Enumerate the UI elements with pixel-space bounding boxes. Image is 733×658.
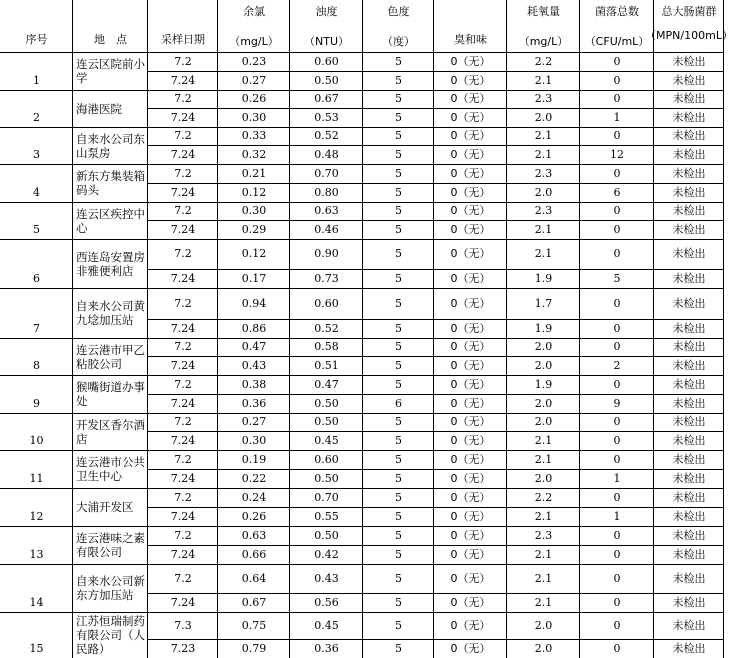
cell-date: 7.2 <box>174 166 192 180</box>
cell-bacteria: 0 <box>613 204 621 217</box>
row-location: 海港医院 <box>76 101 122 116</box>
cell-chlorine: 0.86 <box>241 321 267 335</box>
row-seq: 14 <box>29 596 44 609</box>
cell-turbidity: 0.53 <box>314 110 339 124</box>
cell-odor: 0（无） <box>450 271 491 285</box>
cell-date: 7.24 <box>170 185 196 199</box>
cell-date: 7.24 <box>170 358 196 372</box>
row-seq: 7 <box>33 322 40 335</box>
cell-bacteria: 0 <box>613 618 621 632</box>
cell-odor: 0（无） <box>450 509 491 523</box>
cell-coliform: 未检出 <box>672 92 706 105</box>
row-location: 连云港味之素有限公司 <box>76 531 145 559</box>
cell-date: 7.24 <box>170 321 196 335</box>
row-location: 连云港市公共卫生中心 <box>76 455 145 483</box>
cell-color: 5 <box>395 73 402 87</box>
row-seq: 2 <box>33 111 40 124</box>
cell-coliform: 未检出 <box>672 471 706 485</box>
row-location: 自来水公司东山泵房 <box>76 131 145 160</box>
row-seq: 12 <box>29 510 44 523</box>
cell-chlorine: 0.30 <box>241 433 267 447</box>
cell-odor: 0（无） <box>450 471 491 485</box>
cell-bacteria: 0 <box>613 340 621 353</box>
cell-coliform: 未检出 <box>672 296 706 310</box>
cell-chlorine: 0.67 <box>241 595 267 609</box>
cell-chlorine: 0.23 <box>241 54 267 68</box>
cell-turbidity: 0.46 <box>314 222 339 236</box>
cell-turbidity: 0.56 <box>314 595 339 609</box>
cell-color: 5 <box>395 377 402 391</box>
cell-date: 7.2 <box>174 452 192 466</box>
cell-bacteria: 0 <box>613 296 621 310</box>
cell-turbidity: 0.50 <box>314 73 339 87</box>
cell-date: 7.2 <box>174 204 192 217</box>
cell-color: 5 <box>395 92 402 105</box>
cell-oxygen: 2.1 <box>534 509 553 523</box>
cell-oxygen: 2.1 <box>534 129 553 142</box>
cell-turbidity: 0.52 <box>314 321 339 335</box>
cell-bacteria: 0 <box>613 129 621 142</box>
cell-odor: 0（无） <box>450 129 491 142</box>
cell-date: 7.3 <box>174 618 192 632</box>
row-location: 自来水公司黄九埝加压站 <box>76 299 145 327</box>
cell-date: 7.24 <box>170 396 196 410</box>
cell-chlorine: 0.12 <box>241 185 267 199</box>
cell-turbidity: 0.50 <box>314 415 339 428</box>
cell-turbidity: 0.48 <box>314 147 339 161</box>
row-location: 连云港市甲乙粘胶公司 <box>76 342 145 371</box>
cell-bacteria: 0 <box>613 641 621 655</box>
cell-bacteria: 5 <box>613 271 621 285</box>
cell-turbidity: 0.70 <box>314 490 339 504</box>
header-turbidity: 浊度 <box>315 5 338 18</box>
cell-turbidity: 0.60 <box>314 54 339 68</box>
cell-bacteria: 12 <box>610 147 624 161</box>
cell-turbidity: 0.67 <box>314 92 339 105</box>
cell-chlorine: 0.19 <box>241 452 267 466</box>
cell-color: 5 <box>395 271 402 285</box>
cell-coliform: 未检出 <box>672 247 706 260</box>
cell-color: 5 <box>395 571 402 585</box>
cell-odor: 0（无） <box>450 340 491 353</box>
cell-color: 5 <box>395 595 402 609</box>
cell-odor: 0（无） <box>450 166 491 180</box>
cell-turbidity: 0.45 <box>314 433 339 447</box>
cell-bacteria: 0 <box>613 452 621 466</box>
cell-color: 5 <box>395 415 402 428</box>
cell-oxygen: 2.1 <box>534 595 553 609</box>
cell-odor: 0（无） <box>450 415 491 428</box>
row-seq: 4 <box>33 186 40 199</box>
cell-turbidity: 0.36 <box>314 641 339 655</box>
row-location: 猴嘴街道办事处 <box>76 380 145 408</box>
cell-odor: 0（无） <box>450 547 491 561</box>
cell-turbidity: 0.80 <box>314 185 339 199</box>
cell-coliform: 未检出 <box>672 110 706 124</box>
row-seq: 9 <box>33 397 40 410</box>
cell-oxygen: 2.1 <box>534 73 553 87</box>
cell-color: 5 <box>395 641 402 655</box>
cell-coliform: 未检出 <box>672 571 706 585</box>
cell-date: 7.2 <box>174 571 192 585</box>
cell-odor: 0（无） <box>450 618 491 632</box>
cell-oxygen: 2.1 <box>534 571 553 585</box>
header-oxygen-unit: （mg/L） <box>518 35 569 48</box>
cell-coliform: 未检出 <box>672 54 706 68</box>
cell-bacteria: 9 <box>613 396 621 410</box>
cell-oxygen: 2.0 <box>534 641 553 655</box>
header-color: 色度 <box>387 5 410 18</box>
cell-color: 5 <box>395 185 402 199</box>
cell-odor: 0（无） <box>450 222 491 236</box>
cell-color: 5 <box>395 166 402 180</box>
cell-date: 7.24 <box>170 595 196 609</box>
cell-coliform: 未检出 <box>672 641 706 655</box>
header-odor: 臭和味 <box>454 33 487 46</box>
cell-coliform: 未检出 <box>672 340 706 353</box>
cell-turbidity: 0.73 <box>314 271 339 285</box>
cell-color: 5 <box>395 618 402 632</box>
cell-color: 5 <box>395 110 402 124</box>
row-seq: 1 <box>33 74 40 87</box>
cell-bacteria: 0 <box>613 547 621 561</box>
cell-date: 7.2 <box>174 296 192 310</box>
cell-date: 7.2 <box>174 490 192 504</box>
cell-date: 7.24 <box>170 547 196 561</box>
cell-turbidity: 0.42 <box>314 547 339 561</box>
cell-color: 5 <box>395 340 402 353</box>
cell-color: 5 <box>395 452 402 466</box>
header-chlorine: 余氯 <box>243 5 265 18</box>
cell-odor: 0（无） <box>450 433 491 447</box>
cell-oxygen: 2.0 <box>534 358 553 372</box>
cell-turbidity: 0.45 <box>314 618 339 632</box>
row-seq: 5 <box>33 223 40 236</box>
cell-coliform: 未检出 <box>672 452 706 466</box>
cell-odor: 0（无） <box>450 54 491 68</box>
cell-odor: 0（无） <box>450 321 491 335</box>
cell-color: 5 <box>395 471 402 485</box>
cell-odor: 0（无） <box>450 110 491 124</box>
cell-odor: 0（无） <box>450 147 491 161</box>
cell-turbidity: 0.50 <box>314 396 339 410</box>
cell-bacteria: 1 <box>613 110 621 124</box>
cell-odor: 0（无） <box>450 247 491 260</box>
cell-odor: 0（无） <box>450 296 491 310</box>
cell-oxygen: 2.1 <box>534 222 553 236</box>
cell-bacteria: 0 <box>613 490 621 504</box>
cell-oxygen: 2.1 <box>534 147 553 161</box>
cell-chlorine: 0.22 <box>241 471 267 485</box>
cell-oxygen: 2.2 <box>534 54 553 68</box>
row-location: 开发区香尔酒店 <box>76 417 145 446</box>
cell-color: 6 <box>395 396 402 410</box>
cell-chlorine: 0.63 <box>241 528 267 542</box>
cell-oxygen: 2.1 <box>534 433 553 447</box>
cell-color: 5 <box>395 129 402 142</box>
cell-bacteria: 0 <box>613 571 621 585</box>
cell-date: 7.2 <box>174 92 192 105</box>
cell-turbidity: 0.90 <box>314 247 339 260</box>
header-date: 采样日期 <box>161 33 205 46</box>
cell-coliform: 未检出 <box>672 433 706 447</box>
cell-date: 7.2 <box>174 415 192 428</box>
cell-bacteria: 0 <box>613 377 621 391</box>
header-seq: 序号 <box>25 33 48 46</box>
cell-chlorine: 0.26 <box>241 92 267 105</box>
cell-date: 7.23 <box>170 641 196 655</box>
cell-chlorine: 0.75 <box>241 618 267 632</box>
cell-turbidity: 0.60 <box>314 296 339 310</box>
row-seq: 6 <box>33 272 40 285</box>
cell-chlorine: 0.79 <box>241 641 267 655</box>
cell-coliform: 未检出 <box>672 73 706 87</box>
cell-chlorine: 0.30 <box>241 204 267 217</box>
cell-bacteria: 6 <box>613 185 621 199</box>
cell-chlorine: 0.30 <box>241 110 267 124</box>
cell-turbidity: 0.51 <box>314 358 339 372</box>
row-location: 西连岛安置房非雅便利店 <box>76 249 145 278</box>
header-turbidity-unit: （NTU） <box>304 35 349 48</box>
cell-date: 7.2 <box>174 528 192 542</box>
cell-chlorine: 0.43 <box>241 358 267 372</box>
cell-odor: 0（无） <box>450 452 491 466</box>
cell-oxygen: 2.0 <box>534 185 553 199</box>
header-bacteria: 菌落总数 <box>595 5 639 18</box>
cell-coliform: 未检出 <box>672 166 706 180</box>
cell-coliform: 未检出 <box>672 618 706 632</box>
header-coliform: 总大肠菌群 <box>661 5 717 18</box>
cell-odor: 0（无） <box>450 185 491 199</box>
cell-bacteria: 0 <box>613 73 621 87</box>
cell-oxygen: 2.1 <box>534 247 553 260</box>
cell-oxygen: 1.9 <box>534 271 553 285</box>
cell-odor: 0（无） <box>450 595 491 609</box>
cell-date: 7.24 <box>170 73 196 87</box>
cell-coliform: 未检出 <box>672 271 706 285</box>
cell-chlorine: 0.29 <box>241 222 267 236</box>
cell-turbidity: 0.47 <box>314 377 339 391</box>
header-chlorine-unit: （mg/L） <box>229 35 279 48</box>
cell-oxygen: 1.9 <box>534 377 553 391</box>
cell-bacteria: 2 <box>613 358 621 372</box>
cell-turbidity: 0.50 <box>314 528 339 542</box>
cell-color: 5 <box>395 147 402 161</box>
cell-odor: 0（无） <box>450 377 491 391</box>
cell-date: 7.2 <box>174 377 192 391</box>
cell-coliform: 未检出 <box>672 377 706 391</box>
cell-chlorine: 0.36 <box>241 396 267 410</box>
cell-date: 7.2 <box>174 54 192 68</box>
cell-date: 7.2 <box>174 340 192 353</box>
cell-turbidity: 0.43 <box>314 571 339 585</box>
cell-coliform: 未检出 <box>672 490 706 504</box>
cell-color: 5 <box>395 433 402 447</box>
cell-chlorine: 0.33 <box>241 129 267 142</box>
cell-color: 5 <box>395 490 402 504</box>
cell-coliform: 未检出 <box>672 185 706 199</box>
cell-odor: 0（无） <box>450 396 491 410</box>
cell-chlorine: 0.26 <box>241 509 267 523</box>
cell-coliform: 未检出 <box>672 528 706 542</box>
row-seq: 3 <box>33 148 40 161</box>
row-seq: 15 <box>29 642 44 655</box>
cell-date: 7.24 <box>170 110 196 124</box>
cell-coliform: 未检出 <box>672 547 706 561</box>
cell-chlorine: 0.27 <box>241 415 267 428</box>
cell-bacteria: 0 <box>613 595 621 609</box>
cell-oxygen: 2.1 <box>534 547 553 561</box>
cell-color: 5 <box>395 222 402 236</box>
cell-color: 5 <box>395 509 402 523</box>
cell-turbidity: 0.52 <box>314 129 339 142</box>
cell-bacteria: 0 <box>613 166 621 180</box>
row-location: 江苏恒瑞制药有限公司（人民路） <box>76 614 145 656</box>
cell-chlorine: 0.38 <box>241 377 267 391</box>
cell-bacteria: 1 <box>613 509 621 523</box>
cell-turbidity: 0.50 <box>314 471 339 485</box>
cell-chlorine: 0.12 <box>241 247 267 260</box>
cell-chlorine: 0.27 <box>241 73 267 87</box>
cell-odor: 0（无） <box>450 73 491 87</box>
cell-date: 7.2 <box>174 129 192 142</box>
cell-date: 7.24 <box>170 271 196 285</box>
cell-oxygen: 2.0 <box>534 396 553 410</box>
cell-turbidity: 0.63 <box>314 204 339 217</box>
cell-date: 7.2 <box>174 247 192 260</box>
cell-bacteria: 0 <box>613 247 621 260</box>
header-bacteria-unit: （CFU/mL） <box>584 35 650 48</box>
cell-date: 7.24 <box>170 433 196 447</box>
row-seq: 10 <box>29 434 44 447</box>
row-seq: 13 <box>29 548 44 561</box>
cell-oxygen: 2.0 <box>534 415 553 428</box>
cell-bacteria: 0 <box>613 92 621 105</box>
cell-color: 5 <box>395 321 402 335</box>
row-location: 新东方集装箱码头 <box>76 169 145 197</box>
cell-turbidity: 0.60 <box>314 452 339 466</box>
cell-color: 5 <box>395 204 402 217</box>
cell-odor: 0（无） <box>450 641 491 655</box>
header-color-unit: （度） <box>382 35 415 48</box>
cell-oxygen: 2.2 <box>534 490 553 504</box>
cell-chlorine: 0.32 <box>241 147 267 161</box>
cell-color: 5 <box>395 547 402 561</box>
cell-oxygen: 1.9 <box>534 321 553 335</box>
cell-odor: 0（无） <box>450 358 491 372</box>
cell-bacteria: 0 <box>613 222 621 236</box>
cell-chlorine: 0.64 <box>241 571 267 585</box>
cell-turbidity: 0.70 <box>314 166 339 180</box>
header-oxygen: 耗氧量 <box>527 5 560 18</box>
cell-color: 5 <box>395 54 402 68</box>
cell-odor: 0（无） <box>450 571 491 585</box>
cell-turbidity: 0.55 <box>314 509 339 523</box>
cell-coliform: 未检出 <box>672 129 706 142</box>
cell-odor: 0（无） <box>450 528 491 542</box>
cell-turbidity: 0.58 <box>314 340 339 353</box>
cell-coliform: 未检出 <box>672 396 706 410</box>
row-seq: 11 <box>29 472 44 485</box>
header-coliform-unit: （MPN/100mL） <box>645 29 733 42</box>
cell-coliform: 未检出 <box>672 204 706 217</box>
cell-oxygen: 2.3 <box>534 166 553 180</box>
row-location: 连云区院前小学 <box>76 57 145 85</box>
cell-date: 7.24 <box>170 147 196 161</box>
header-location: 地 点 <box>94 33 127 46</box>
cell-coliform: 未检出 <box>672 415 706 428</box>
cell-oxygen: 2.3 <box>534 92 553 105</box>
cell-color: 5 <box>395 358 402 372</box>
cell-oxygen: 1.7 <box>534 296 553 310</box>
cell-color: 5 <box>395 528 402 542</box>
cell-coliform: 未检出 <box>672 358 706 372</box>
cell-oxygen: 2.0 <box>534 110 553 124</box>
cell-color: 5 <box>395 296 402 310</box>
row-location: 自来水公司新东方加压站 <box>76 574 145 602</box>
cell-oxygen: 2.0 <box>534 618 553 632</box>
cell-oxygen: 2.0 <box>534 340 553 353</box>
cell-coliform: 未检出 <box>672 595 706 609</box>
cell-chlorine: 0.24 <box>241 490 267 504</box>
row-location: 大浦开发区 <box>76 500 134 514</box>
cell-bacteria: 0 <box>613 415 621 428</box>
cell-coliform: 未检出 <box>672 321 706 335</box>
cell-date: 7.24 <box>170 509 196 523</box>
row-seq: 8 <box>33 359 40 372</box>
cell-chlorine: 0.66 <box>241 547 267 561</box>
cell-odor: 0（无） <box>450 204 491 217</box>
cell-bacteria: 0 <box>613 321 621 335</box>
cell-oxygen: 2.3 <box>534 528 553 542</box>
cell-date: 7.24 <box>170 222 196 236</box>
cell-bacteria: 0 <box>613 528 621 542</box>
cell-date: 7.24 <box>170 471 196 485</box>
cell-coliform: 未检出 <box>672 147 706 161</box>
cell-chlorine: 0.21 <box>241 166 267 180</box>
cell-chlorine: 0.17 <box>241 271 267 285</box>
cell-odor: 0（无） <box>450 490 491 504</box>
cell-color: 5 <box>395 247 402 260</box>
cell-coliform: 未检出 <box>672 222 706 236</box>
cell-coliform: 未检出 <box>672 509 706 523</box>
cell-oxygen: 2.1 <box>534 452 553 466</box>
cell-bacteria: 0 <box>613 54 621 68</box>
cell-oxygen: 2.0 <box>534 471 553 485</box>
cell-odor: 0（无） <box>450 92 491 105</box>
cell-bacteria: 0 <box>613 433 621 447</box>
cell-oxygen: 2.3 <box>534 204 553 217</box>
cell-chlorine: 0.94 <box>241 296 267 310</box>
cell-chlorine: 0.47 <box>241 340 267 353</box>
cell-bacteria: 1 <box>613 471 621 485</box>
row-location: 连云区疾控中心 <box>76 206 145 235</box>
